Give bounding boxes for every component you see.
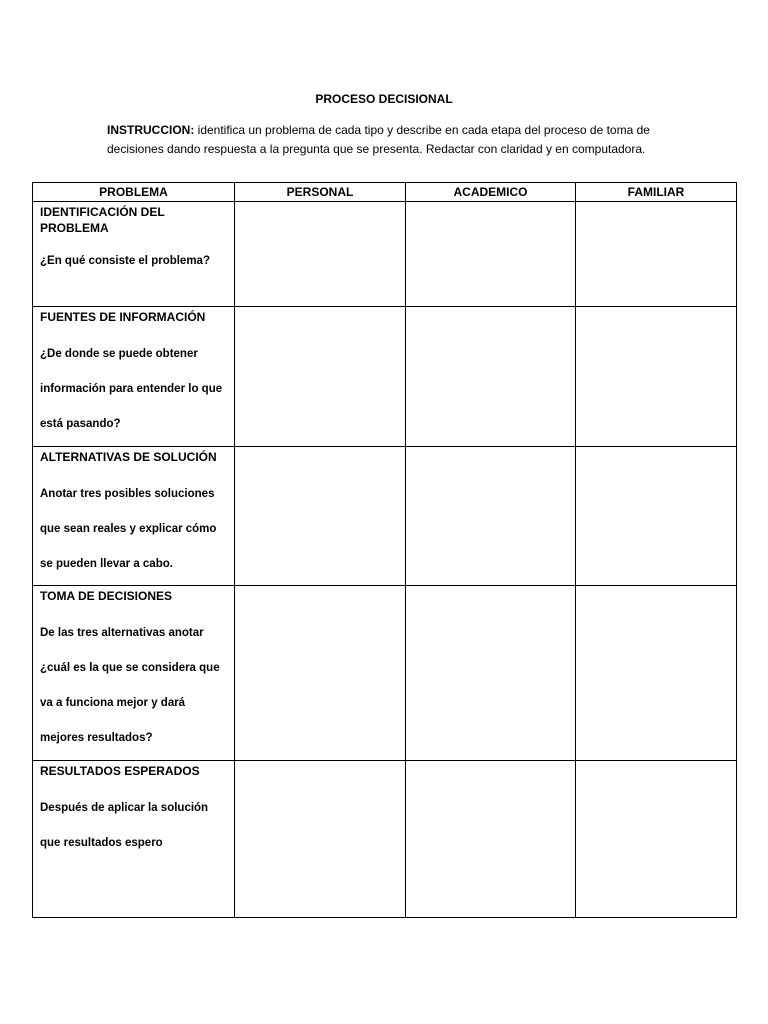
table-row (33, 447, 737, 586)
table-row (33, 202, 737, 307)
row-question: Anotar tres posibles soluciones que sean reales y explicar cómo se pueden llevar a cabo. (40, 488, 217, 570)
academic-answer-cell[interactable] (406, 447, 576, 586)
row-question: De las tres alternativas anotar ¿cuál es la que se considera que va a funciona mejor y dará mejores resultados? (40, 627, 220, 744)
instruction-text: identifica un problema de cada tipo y describe en cada etapa del proceso de toma de decisiones dando respuesta a la pregunta que se presenta. Redactar con claridad y en computadora. (107, 123, 650, 156)
academic-answer-cell[interactable] (406, 202, 576, 307)
familiar-answer-cell[interactable] (576, 761, 737, 918)
problem-cell (33, 761, 235, 918)
familiar-answer-cell[interactable] (576, 202, 737, 307)
personal-answer-cell[interactable] (235, 586, 406, 761)
personal-answer-cell[interactable] (235, 307, 406, 447)
header-personal: PERSONAL (235, 183, 406, 202)
familiar-answer-cell[interactable] (576, 447, 737, 586)
academic-answer-cell[interactable] (406, 761, 576, 918)
table-row (33, 761, 737, 918)
instruction-paragraph (107, 121, 667, 159)
header-academico: ACADEMICO (406, 183, 576, 202)
table-row (33, 307, 737, 447)
page-title: PROCESO DECISIONAL (315, 92, 453, 106)
table-header-row (33, 183, 737, 202)
personal-answer-cell[interactable] (235, 202, 406, 307)
academic-answer-cell[interactable] (406, 586, 576, 761)
problem-cell (33, 447, 235, 586)
problem-cell (33, 307, 235, 447)
row-heading: FUENTES DE INFORMACIÓN (40, 310, 206, 324)
familiar-answer-cell[interactable] (576, 307, 737, 447)
row-heading: TOMA DE DECISIONES (40, 589, 173, 603)
row-question: ¿De donde se puede obtener información para entender lo que está pasando? (40, 348, 223, 430)
row-heading: ALTERNATIVAS DE SOLUCIÓN (40, 450, 217, 464)
personal-answer-cell[interactable] (235, 761, 406, 918)
row-heading: RESULTADOS ESPERADOS (40, 764, 200, 778)
problem-cell (33, 586, 235, 761)
row-question: ¿En qué consiste el problema? (40, 255, 210, 267)
personal-answer-cell[interactable] (235, 447, 406, 586)
row-heading: IDENTIFICACIÓN DEL PROBLEMA (40, 205, 165, 235)
header-problema: PROBLEMA (33, 183, 235, 202)
familiar-answer-cell[interactable] (576, 586, 737, 761)
academic-answer-cell[interactable] (406, 307, 576, 447)
header-familiar: FAMILIAR (576, 183, 737, 202)
decision-process-table (32, 182, 737, 918)
table-row (33, 586, 737, 761)
instruction-label: INSTRUCCION: (107, 123, 195, 137)
row-question: Después de aplicar la solución que resultados espero (40, 802, 209, 849)
problem-cell (33, 202, 235, 307)
